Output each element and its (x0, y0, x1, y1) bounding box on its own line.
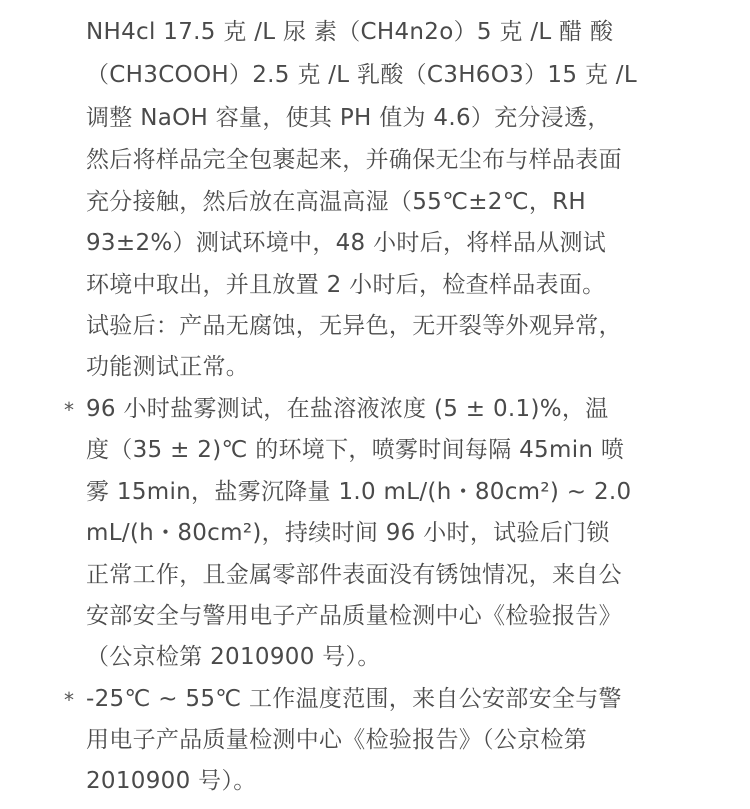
text-line: 正常工作，且金属零部件表面没有锈蚀情况，来自公 (86, 562, 622, 588)
text-line: -25℃ ~ 55℃ 工作温度范围，来自公安部安全与警 (86, 686, 622, 712)
text-line: NH4cl 17.5 克 /L 尿 素（CH4n2o）5 克 /L 醋 酸 (86, 19, 614, 45)
text-line: 充分接触，然后放在高温高湿（55℃±2℃，RH (86, 189, 587, 215)
text-line: （CH3COOH）2.5 克 /L 乳酸（C3H6O3）15 克 /L (86, 62, 637, 88)
text-line: 试验后：产品无腐蚀，无异色，无开裂等外观异常， (86, 313, 622, 339)
text-line: （公京检第 2010900 号）。 (86, 644, 381, 670)
text-line: 然后将样品完全包裹起来，并确保无尘布与样品表面 (86, 147, 622, 173)
text-line: 安部安全与警用电子产品质量检测中心《检验报告》 (86, 603, 622, 629)
text-line: 度（35 ± 2)℃ 的环境下，喷雾时间每隔 45min 喷 (86, 437, 625, 463)
text-line: 环境中取出，并且放置 2 小时后，检查样品表面。 (86, 272, 606, 298)
text-line: 用电子产品质量检测中心《检验报告》（公京检第 (86, 727, 588, 753)
text-line: 雾 15min，盐雾沉降量 1.0 mL/(h・80cm²) ~ 2.0 (86, 479, 632, 505)
text-line: 功能测试正常。 (86, 354, 250, 380)
text-line: 调整 NaOH 容量，使其 PH 值为 4.6）充分浸透， (86, 105, 611, 131)
bullet-marker: * (64, 398, 74, 422)
text-line: 2010900 号）。 (86, 768, 257, 794)
bullet-marker: * (64, 688, 74, 712)
text-line: 96 小时盐雾测试，在盐溶液浓度 (5 ± 0.1)%，温 (86, 396, 609, 422)
text-line: mL/(h・80cm²)，持续时间 96 小时，试验后门锁 (86, 520, 610, 546)
text-line: 93±2%）测试环境中，48 小时后，将样品从测试 (86, 230, 607, 256)
